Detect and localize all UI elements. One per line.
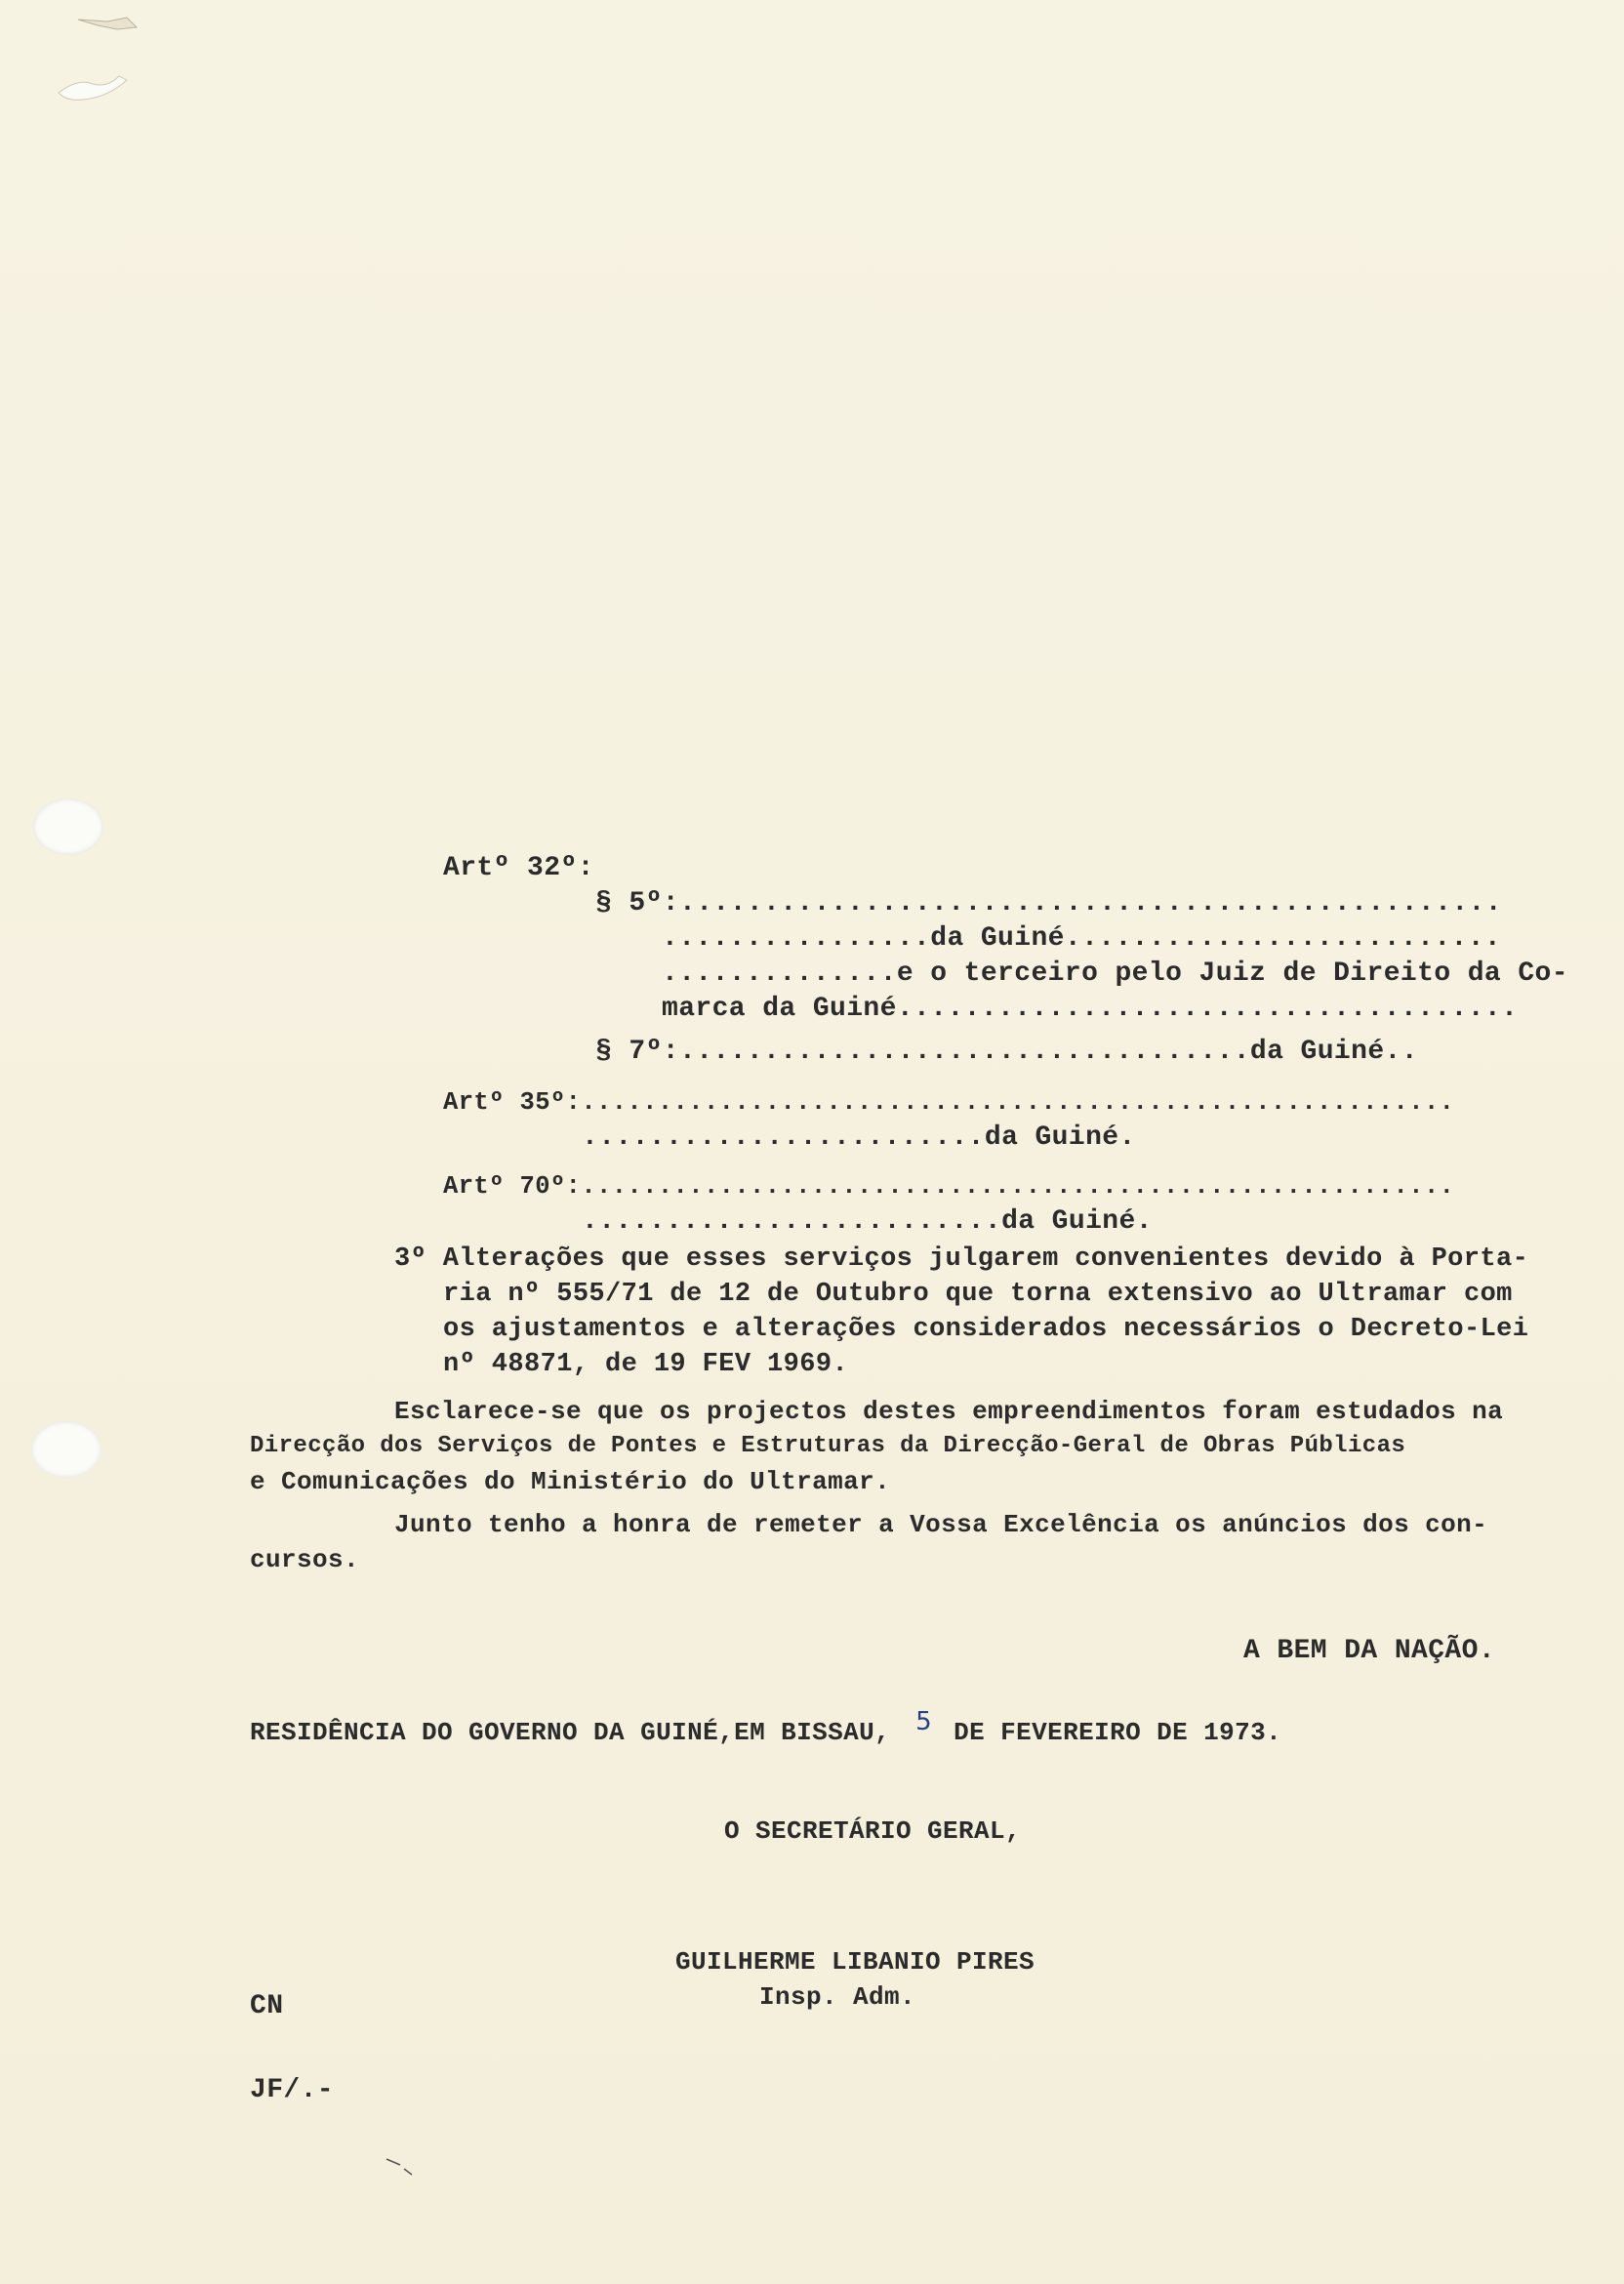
art32-paragraph7: § 7º:..................................da Guiné..: [595, 1037, 1418, 1067]
corner-tear-mark: [39, 0, 176, 107]
handwritten-day: 5: [915, 1707, 933, 1736]
punch-hole-upper: [33, 798, 103, 855]
art35-line1: Artº 35º:.........................................................: [443, 1088, 1455, 1117]
signatory-role: Insp. Adm.: [759, 1982, 916, 2012]
art32-heading: Artº 32º:: [443, 853, 594, 883]
art70-line1: Artº 70º:.........................................................: [443, 1172, 1455, 1201]
signatory-title: O SECRETÁRIO GERAL,: [724, 1816, 1022, 1846]
item3-line2: ria nº 555/71 de 12 de Outubro que torna extensivo ao Ultramar com: [443, 1280, 1513, 1309]
art32-paragraph5-line3: ..............e o terceiro pelo Juiz de Direito da Co-: [662, 958, 1568, 989]
paragraph2-line2: cursos.: [250, 1545, 360, 1574]
art32-paragraph5-line2: ................da Guiné..........................: [662, 923, 1502, 954]
paragraph1-line3: e Comunicações do Ministério do Ultramar.: [250, 1467, 891, 1496]
residence-prefix: RESIDÊNCIA DO GOVERNO DA GUINÉ,EM BISSAU,: [250, 1718, 891, 1747]
closing-salutation: A BEM DA NAÇÃO.: [1243, 1636, 1496, 1666]
art70-line2: .........................da Guiné.: [582, 1206, 1153, 1237]
art35-line2: ........................da Guiné.: [582, 1122, 1136, 1153]
punch-hole-lower: [31, 1421, 102, 1478]
initials-cn: CN: [250, 1991, 284, 2021]
paragraph2-line1: Junto tenho a honra de remeter a Vossa Excelência os anúncios dos con-: [394, 1510, 1488, 1539]
item3-line4: nº 48871, de 19 FEV 1969.: [443, 1350, 849, 1379]
residence-suffix: DE FEVEREIRO DE 1973.: [954, 1718, 1282, 1747]
initials-jf: JF/.-: [250, 2075, 335, 2105]
paragraph1-line1: Esclarece-se que os projectos destes empreendimentos foram estudados na: [394, 1397, 1504, 1426]
art32-paragraph5-line4: marca da Guiné.....................................: [662, 994, 1519, 1024]
item3-line3: os ajustamentos e alterações considerados necessários o Decreto-Lei: [443, 1315, 1529, 1344]
signatory-name: GUILHERME LIBANIO PIRES: [675, 1947, 1035, 1977]
residence-line: [250, 1707, 1282, 1750]
art32-paragraph5-line1: § 5º:.................................................: [595, 888, 1502, 918]
paragraph1-line2: Direcção dos Serviços de Pontes e Estruturas da Direcção-Geral de Obras Públicas: [250, 1433, 1406, 1459]
item3-line1: 3º Alterações que esses serviços julgarem convenientes devido à Porta-: [394, 1244, 1529, 1274]
stray-pen-mark: [383, 2153, 422, 2182]
